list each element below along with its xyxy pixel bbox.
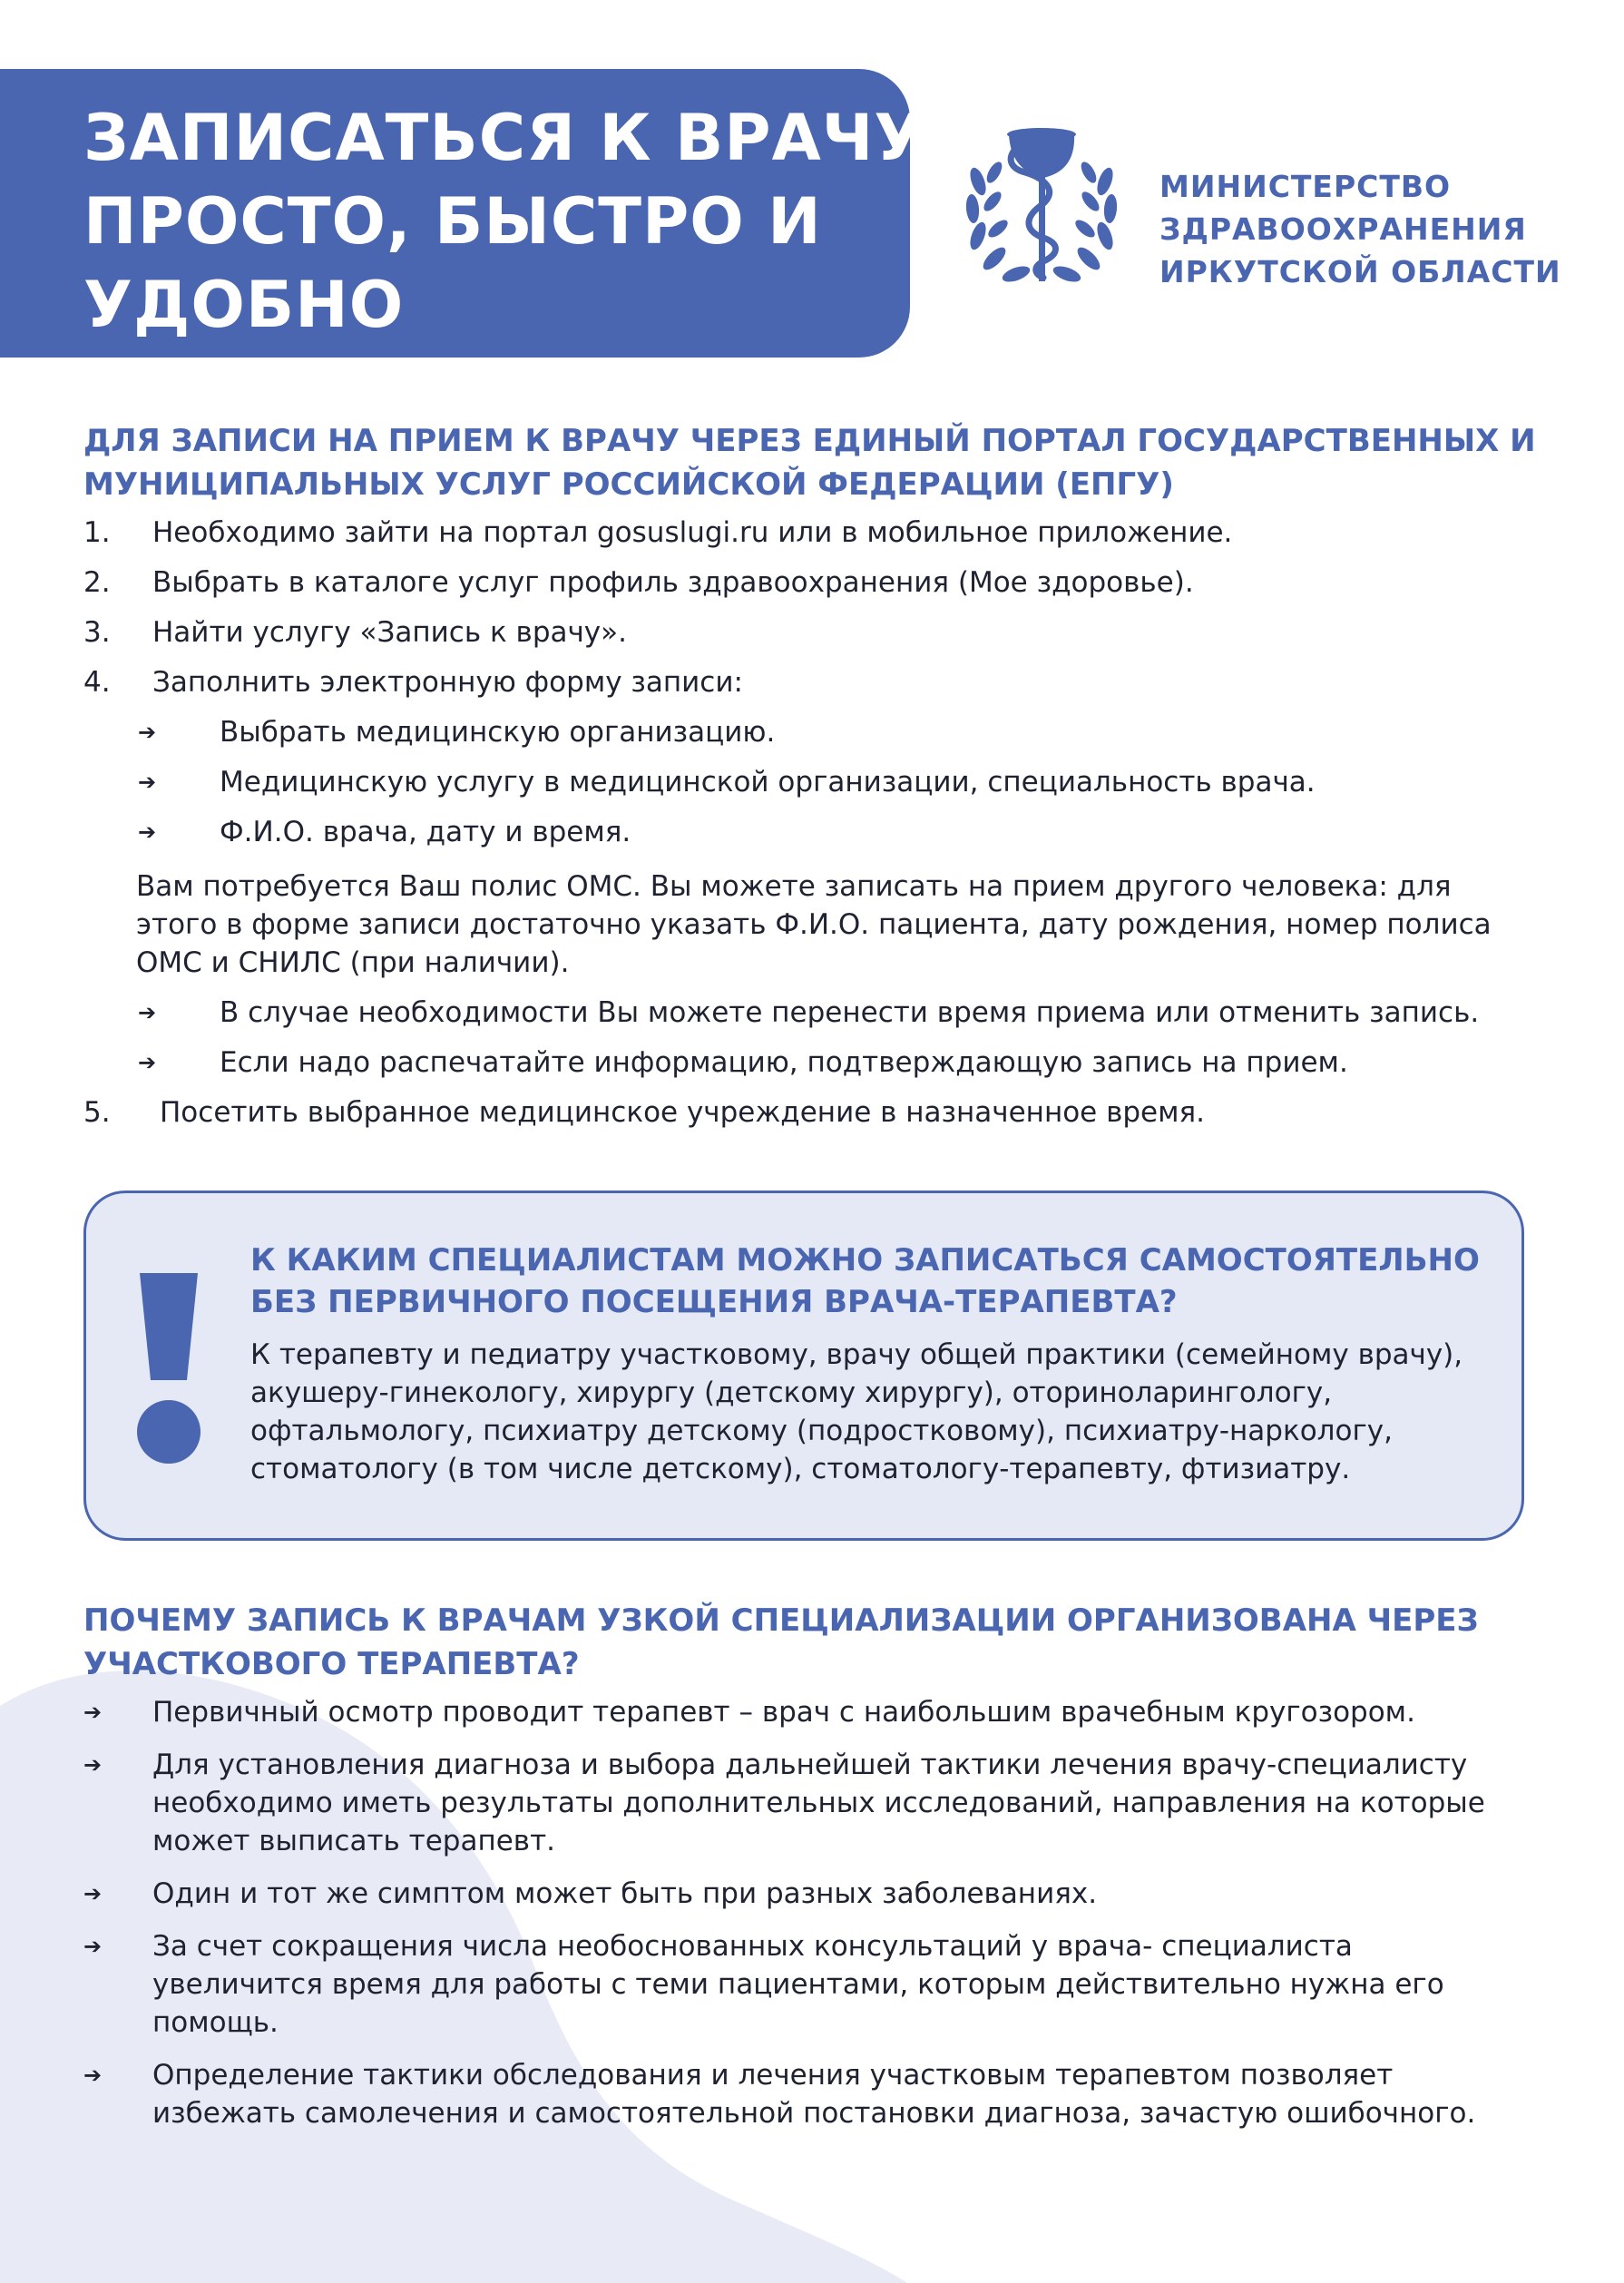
steps-list-continued	[83, 994, 1553, 1143]
section1-title-line: МУНИЦИПАЛЬНЫХ УСЛУГ РОССИЙСКОЙ ФЕДЕРАЦИИ (ЕПГУ)	[83, 466, 1174, 503]
step-number: 2.	[83, 566, 111, 599]
title-line: ЗАПИСАТЬСЯ К ВРАЧУ	[83, 101, 925, 175]
step-number: 5.	[83, 1096, 111, 1129]
arrow-icon: ➔	[83, 2063, 103, 2088]
list-item-line: увеличится время для работы с теми пациентами, которым действительно нужна его	[152, 1968, 1444, 2001]
info-box-text-line: К терапевту и педиатру участковому, врачу общей практики (семейному врачу),	[250, 1338, 1463, 1371]
info-box-text-line: акушеру-гинекологу, хирургу (детскому хирургу), оториноларингологу,	[250, 1377, 1333, 1409]
section2-title	[83, 1599, 1479, 1686]
sub-list-item	[83, 813, 1553, 863]
reasons-list	[83, 1693, 1553, 2132]
list-item-line: необходимо иметь результаты дополнительных исследований, направления на которые	[152, 1787, 1485, 1819]
step-text: Посетить выбранное медицинское учреждение в назначенное время.	[160, 1096, 1206, 1129]
title-line: УДОБНО	[83, 268, 405, 342]
list-item	[83, 2056, 1553, 2132]
step-number: 4.	[83, 666, 111, 699]
section2-title-line: ПОЧЕМУ ЗАПИСЬ К ВРАЧАМ УЗКОЙ СПЕЦИАЛИЗАЦИИ ОРГАНИЗОВАНА ЧЕРЕЗ	[83, 1602, 1479, 1639]
list-item-line: Один и тот же симптом может быть при разных заболеваниях.	[152, 1877, 1098, 1910]
list-item	[83, 1693, 1553, 1731]
list-item	[83, 663, 1553, 713]
list-item-line: За счет сокращения числа необоснованных консультаций у врача- специалиста	[152, 1930, 1353, 1963]
ministry-name	[1159, 165, 1561, 293]
sub-list-item	[83, 713, 1553, 763]
steps-list	[83, 514, 1553, 863]
arrow-icon: ➔	[138, 769, 157, 795]
ministry-line: ЗДРАВООХРАНЕНИЯ	[1159, 211, 1527, 247]
step-number: 1.	[83, 516, 111, 549]
note-line: Вам потребуется Ваш полис ОМС. Вы можете записать на прием другого человека: для	[136, 870, 1452, 903]
sub-item-text: Медицинскую услугу в медицинской организации, специальность врача.	[220, 766, 1316, 799]
info-box-text	[250, 1336, 1463, 1488]
info-box-title-line: К КАКИМ СПЕЦИАЛИСТАМ МОЖНО ЗАПИСАТЬСЯ САМОСТОЯТЕЛЬНО	[250, 1242, 1480, 1279]
arrow-icon: ➔	[83, 1934, 103, 1959]
list-item-line: Первичный осмотр проводит терапевт – врач с наибольшим врачебным кругозором.	[152, 1696, 1415, 1729]
list-item	[83, 1093, 1553, 1143]
ministry-line: ИРКУТСКОЙ ОБЛАСТИ	[1159, 254, 1561, 289]
list-item-line: избежать самолечения и самостоятельной постановки диагноза, зачастую ошибочного.	[152, 2097, 1476, 2130]
list-item	[83, 514, 1553, 563]
step-text: Заполнить электронную форму записи:	[152, 666, 743, 699]
list-item-line: может выписать терапевт.	[152, 1825, 555, 1857]
step-text: Необходимо зайти на портал gosuslugi.ru или в мобильное приложение.	[152, 516, 1233, 549]
sub-item-text: Выбрать медицинскую организацию.	[220, 716, 776, 749]
list-item	[83, 563, 1553, 613]
section2-title-line: УЧАСТКОВОГО ТЕРАПЕВТА?	[83, 1646, 580, 1682]
sub-item-text: Если надо распечатайте информацию, подтверждающую запись на прием.	[220, 1046, 1348, 1079]
list-item	[83, 613, 1553, 663]
ministry-line: МИНИСТЕРСТВО	[1159, 169, 1452, 204]
arrow-icon: ➔	[83, 1700, 103, 1725]
sub-list-item	[83, 994, 1553, 1044]
arrow-icon: ➔	[138, 1000, 157, 1025]
list-item	[83, 1875, 1553, 1913]
step-text: Выбрать в каталоге услуг профиль здравоохранения (Мое здоровье).	[152, 566, 1194, 599]
sub-list-item	[83, 763, 1553, 813]
arrow-icon: ➔	[83, 1881, 103, 1906]
sub-list-item	[83, 1044, 1553, 1093]
info-box-text-line: офтальмологу, психиатру детскому (подростковому), психиатру-наркологу,	[250, 1415, 1393, 1447]
page-title	[83, 96, 924, 347]
list-item-line: Определение тактики обследования и лечения участковым терапевтом позволяет	[152, 2059, 1394, 2092]
info-box-text-line: стоматологу (в том числе детскому), стоматологу-терапевту, фтизиатру.	[250, 1453, 1351, 1485]
title-line: ПРОСТО, БЫСТРО И	[83, 184, 822, 259]
note-line: ОМС и СНИЛС (при наличии).	[136, 946, 570, 979]
step-text: Найти услугу «Запись к врачу».	[152, 616, 627, 649]
info-box-title	[250, 1239, 1480, 1323]
section1-title	[83, 419, 1536, 506]
list-item-line: помощь.	[152, 2006, 279, 2039]
arrow-icon: ➔	[83, 1752, 103, 1778]
arrow-icon: ➔	[138, 1050, 157, 1075]
arrow-icon: ➔	[138, 720, 157, 745]
section1-title-line: ДЛЯ ЗАПИСИ НА ПРИЕМ К ВРАЧУ ЧЕРЕЗ ЕДИНЫЙ ПОРТАЛ ГОСУДАРСТВЕННЫХ И	[83, 423, 1536, 459]
list-item-line: Для установления диагноза и выбора дальнейшей тактики лечения врачу-специалисту	[152, 1749, 1468, 1781]
note-paragraph	[136, 867, 1551, 982]
sub-item-text: В случае необходимости Вы можете перенести время приема или отменить запись.	[220, 996, 1480, 1029]
arrow-icon: ➔	[138, 819, 157, 845]
sub-item-text: Ф.И.О. врача, дату и время.	[220, 816, 631, 848]
exclamation-icon	[136, 1273, 201, 1464]
bowl-of-hygieia-laurel-icon	[953, 118, 1130, 299]
note-line: этого в форме записи достаточно указать Ф.И.О. пациента, дату рождения, номер полиса	[136, 908, 1492, 941]
list-item	[83, 1927, 1553, 2042]
step-number: 3.	[83, 616, 111, 649]
list-item	[83, 1746, 1553, 1860]
info-box-title-line: БЕЗ ПЕРВИЧНОГО ПОСЕЩЕНИЯ ВРАЧА-ТЕРАПЕВТА?	[250, 1284, 1178, 1320]
